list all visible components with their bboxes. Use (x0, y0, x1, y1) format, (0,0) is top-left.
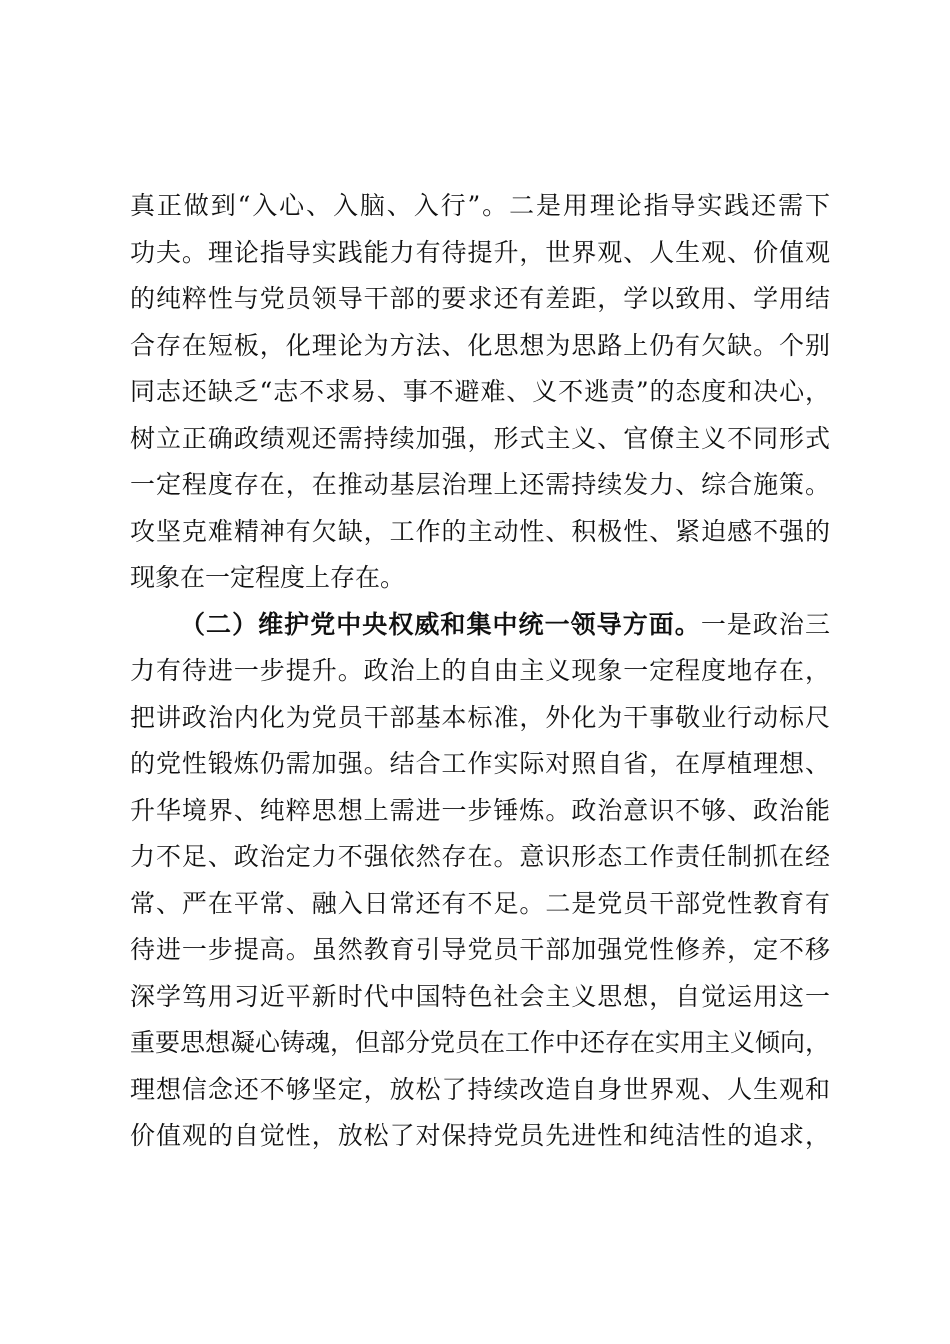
text-line: 的党性锻炼仍需加强。结合工作实际对照自省，在厚植理想、 (130, 749, 830, 778)
text-line: 同志还缺乏“志不求易、事不避难、义不逃责”的态度和决心， (130, 377, 830, 406)
text-line: 的纯粹性与党员领导干部的要求还有差距，学以致用、学用结 (130, 284, 830, 313)
text-line: 力有待进一步提升。政治上的自由主义现象一定程度地存在， (130, 656, 830, 685)
text-line: 价值观的自觉性，放松了对保持党员先进性和纯洁性的追求， (130, 1121, 830, 1150)
text-line: 功夫。理论指导实践能力有待提升，世界观、人生观、价值观 (130, 237, 830, 267)
paragraph-heading-line (130, 602, 830, 649)
text-line: 深学笃用习近平新时代中国特色社会主义思想，自觉运用这一 (130, 981, 830, 1011)
text-line: 待进一步提高。虽然教育引导党员干部加强党性修养，定不移 (130, 935, 830, 964)
text-line: 攻坚克难精神有欠缺，工作的主动性、积极性、紧迫感不强的 (130, 516, 830, 546)
body-text (130, 183, 830, 1160)
text-line: 重要思想凝心铸魂，但部分党员在工作中还存在实用主义倾向， (130, 1028, 831, 1057)
text-line: 升华境界、纯粹思想上需进一步锤炼。政治意识不够、政治能 (130, 795, 830, 825)
section-heading: （二）维护党中央权威和集中统一领导方面。 (180, 609, 701, 639)
text-line: 真正做到“入心、入脑、入行”。二是用理论指导实践还需下 (130, 191, 830, 220)
text-line: 常、严在平常、融入日常还有不足。二是党员干部党性教育有 (130, 888, 830, 918)
heading-line-rest: 一是政治三 (700, 609, 830, 639)
text-line: 一定程度存在，在推动基层治理上还需持续发力、综合施策。 (130, 470, 830, 499)
text-line: 树立正确政绩观还需持续加强，形式主义、官僚主义不同形式 (130, 423, 830, 453)
text-line: 力不足、政治定力不强依然存在。意识形态工作责任制抓在经 (130, 842, 830, 871)
text-line: 把讲政治内化为党员干部基本标准，外化为干事敬业行动标尺 (130, 702, 830, 732)
text-line: 现象在一定程度上存在。 (130, 563, 406, 592)
text-line: 理想信念还不够坚定，放松了持续改造自身世界观、人生观和 (130, 1074, 830, 1104)
text-line: 合存在短板，化理论为方法、化思想为思路上仍有欠缺。个别 (130, 330, 830, 360)
